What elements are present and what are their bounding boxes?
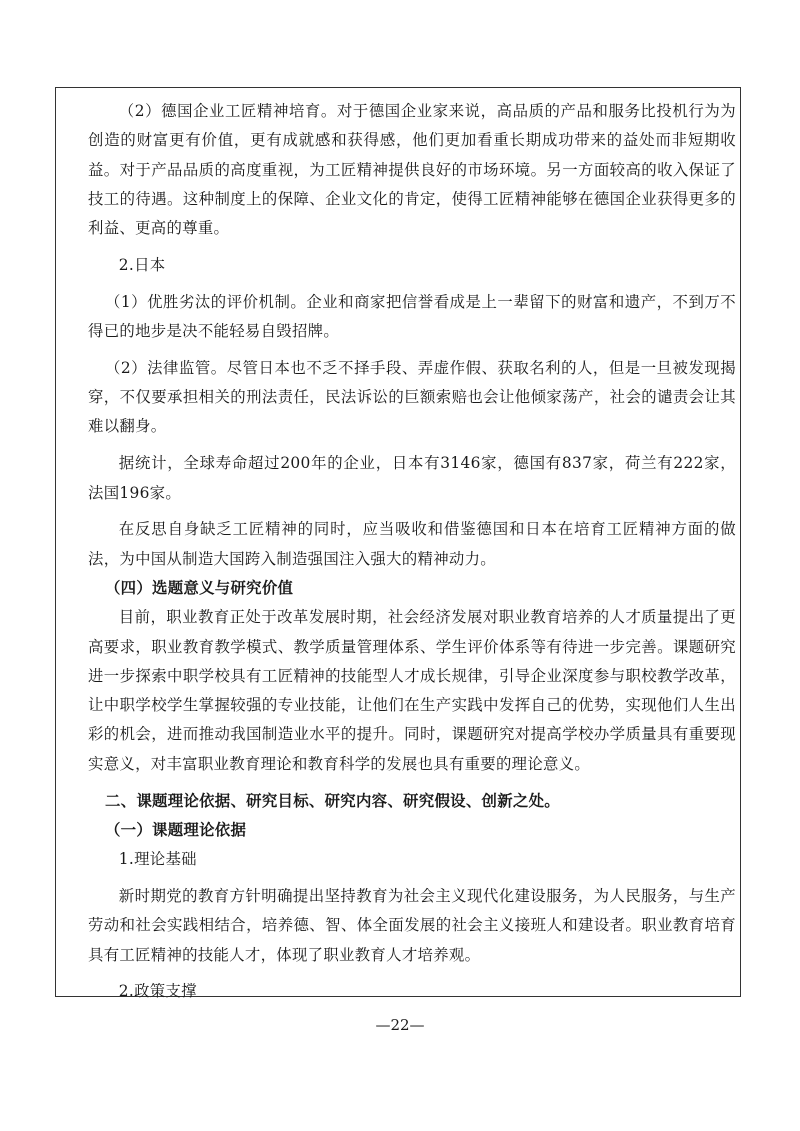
paragraph-reflection: 在反思自身缺乏工匠精神的同时，应当吸收和借鉴德国和日本在培育工匠精神方面的做法，为中国从制造大国跨入制造强国注入强大的精神动力。 bbox=[88, 520, 736, 568]
paragraph-japan-evaluation: （1）优胜劣汰的评价机制。企业和商家把信誉看成是上一辈留下的财富和遗产，不到万不得已的地步是决不能轻易自毁招牌。 bbox=[88, 292, 736, 341]
heading-theory-basis: （一）课题理论依据 bbox=[104, 820, 247, 839]
paragraph-germany-craftsmanship: （2）德国企业工匠精神培育。对于德国企业家来说，高品质的产品和服务比投机行为为创造的财富更有价值，更有成就感和获得感，他们更加看重长期成功带来的益处而非短期收益。对于产品品质的高度重视，为工匠精神提供良好的市场环境。另一方面较高的收入保证了技工的待遇。这种制度上的保障、企业文化的肯定，使得工匠精神能够在德国企业获得更多的利益、更高的尊重。 bbox=[88, 102, 736, 238]
paragraph-statistics: 据统计，全球寿命超过200年的企业，日本有3146家，德国有837家，荷兰有222家，法国196家。 bbox=[88, 454, 736, 502]
heading-significance: （四）选题意义与研究价值 bbox=[104, 578, 294, 597]
page-number: —22— bbox=[375, 1016, 425, 1034]
document-body bbox=[88, 97, 736, 1007]
heading-section-two: 二、课题理论依据、研究目标、研究内容、研究假设、创新之处。 bbox=[104, 791, 560, 810]
heading-policy-support: 2.政策支撑 bbox=[118, 982, 197, 1001]
paragraph-significance: 目前，职业教育正处于改革发展时期，社会经济发展对职业教育培养的人才质量提出了更高要求，职业教育教学模式、教学质量管理体系、学生评价体系等有待进一步完善。课题研究进一步探索中职学校具有工匠精神的技能型人才成长规律，引导企业深度参与职校教学改革，让中职学校学生掌握较强的专业技能，让他们在生产实践中发挥自己的优势，实现他们人生出彩的机会，进而推动我国制造业水平的提升。同时，课题研究对提高学校办学质量具有重要现实意义，对丰富职业教育理论和教育科学的发展也具有重要的理论意义。 bbox=[88, 608, 736, 773]
heading-theory-foundation: 1.理论基础 bbox=[118, 850, 197, 869]
heading-japan: 2.日本 bbox=[118, 255, 166, 274]
paragraph-japan-law: （2）法律监管。尽管日本也不乏不择手段、弄虚作假、获取名利的人，但是一旦被发现揭穿，不仅要承担相关的刑法责任，民法诉讼的巨额索赔也会让他倾家荡产，社会的谴责会让其难以翻身。 bbox=[88, 358, 736, 436]
paragraph-education-policy: 新时期党的教育方针明确提出坚持教育为社会主义现代化建设服务，为人民服务，与生产劳动和社会实践相结合，培养德、智、体全面发展的社会主义接班人和建设者。职业教育培育具有工匠精神的技能人才，体现了职业教育人才培养观。 bbox=[88, 886, 736, 964]
